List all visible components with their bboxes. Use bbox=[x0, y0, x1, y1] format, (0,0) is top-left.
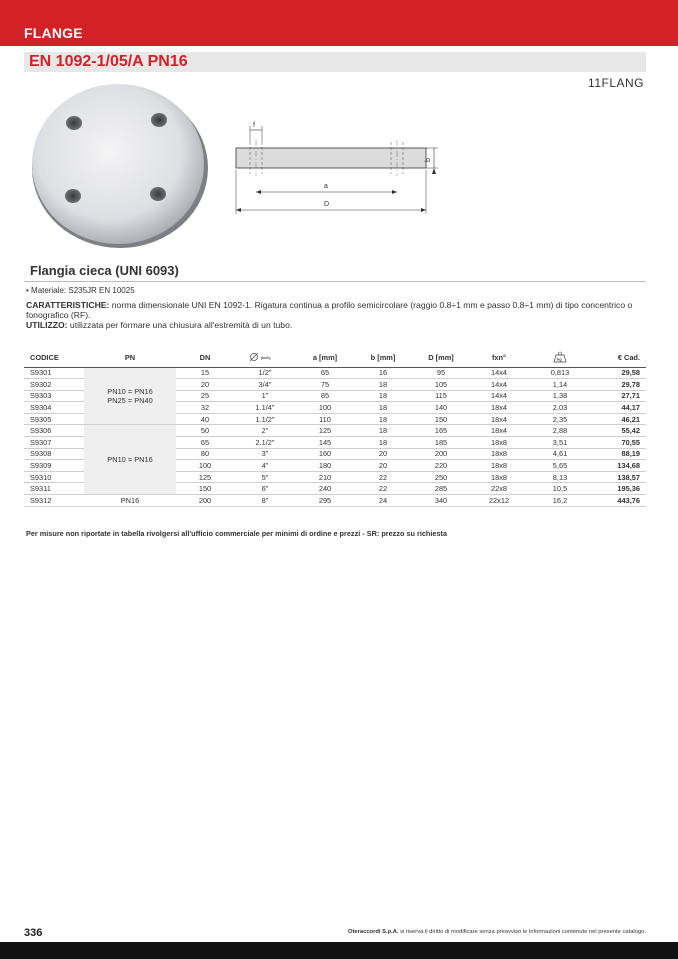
cell-b: 18 bbox=[354, 425, 412, 437]
col-a: a [mm] bbox=[296, 349, 354, 367]
col-D: D [mm] bbox=[412, 349, 470, 367]
cell-fxn: 18x8 bbox=[470, 448, 528, 460]
dim-D-label: D bbox=[324, 201, 330, 208]
cell-fxn: 14x4 bbox=[470, 390, 528, 402]
dim-a-label: a bbox=[324, 183, 328, 190]
cell-dn: 100 bbox=[176, 460, 234, 472]
bolt-hole bbox=[151, 113, 167, 127]
cell-inch: 2" bbox=[234, 425, 296, 437]
cell-codice: S9304 bbox=[24, 402, 84, 414]
kg-unit: kg bbox=[557, 356, 562, 362]
cell-codice: S9302 bbox=[24, 379, 84, 391]
dim-f-label: f bbox=[253, 122, 255, 129]
cell-inch: 3/4" bbox=[234, 379, 296, 391]
features-label: CARATTERISTICHE: bbox=[26, 300, 110, 310]
category-label: FLANGE bbox=[24, 25, 83, 41]
cell-kg: 1,14 bbox=[528, 379, 592, 391]
cell-fxn: 18x4 bbox=[470, 413, 528, 425]
col-price: € Cad. bbox=[592, 349, 646, 367]
col-fxn: fxn° bbox=[470, 349, 528, 367]
cell-D: 95 bbox=[412, 367, 470, 379]
cell-inch: 3" bbox=[234, 448, 296, 460]
footer-disclaimer bbox=[348, 929, 646, 935]
cell-b: 16 bbox=[354, 367, 412, 379]
cell-kg: 10,5 bbox=[528, 483, 592, 495]
cell-dn: 125 bbox=[176, 471, 234, 483]
cell-dn: 150 bbox=[176, 483, 234, 495]
col-inch bbox=[234, 349, 296, 367]
product-title: Flangia cieca (UNI 6093) bbox=[30, 263, 179, 278]
cell-a: 295 bbox=[296, 495, 354, 507]
inch-unit: (inch) bbox=[261, 355, 271, 360]
dim-b-label: b bbox=[425, 158, 432, 162]
cell-dn: 40 bbox=[176, 413, 234, 425]
cell-a: 125 bbox=[296, 425, 354, 437]
cell-kg: 4,61 bbox=[528, 448, 592, 460]
cell-pn: PN10 = PN16 bbox=[84, 425, 176, 495]
cell-b: 18 bbox=[354, 437, 412, 449]
cell-fxn: 14x4 bbox=[470, 367, 528, 379]
cell-price: 55,42 bbox=[592, 425, 646, 437]
cell-D: 165 bbox=[412, 425, 470, 437]
cell-b: 20 bbox=[354, 448, 412, 460]
cell-codice: S9308 bbox=[24, 448, 84, 460]
bottom-bar bbox=[0, 942, 678, 959]
material-line: • Materiale: S235JR EN 10025 bbox=[26, 286, 135, 295]
cell-inch: 4" bbox=[234, 460, 296, 472]
col-codice: CODICE bbox=[24, 349, 84, 367]
product-photo bbox=[30, 76, 208, 252]
cell-b: 18 bbox=[354, 379, 412, 391]
cell-kg: 2,03 bbox=[528, 402, 592, 414]
footer-company: Oteraccordi S.p.A. bbox=[347, 929, 399, 935]
use-text: utilizzata per formare una chiusura all'estremità di un tubo. bbox=[67, 320, 293, 330]
cell-kg: 0,813 bbox=[528, 367, 592, 379]
col-b: b [mm] bbox=[354, 349, 412, 367]
use-label: UTILIZZO: bbox=[26, 320, 68, 330]
cell-kg: 1,38 bbox=[528, 390, 592, 402]
cell-a: 240 bbox=[296, 483, 354, 495]
cell-a: 85 bbox=[296, 390, 354, 402]
cell-price: 29,58 bbox=[592, 367, 646, 379]
cell-b: 20 bbox=[354, 460, 412, 472]
cell-a: 210 bbox=[296, 471, 354, 483]
cell-inch: 6" bbox=[234, 483, 296, 495]
product-table bbox=[24, 349, 646, 507]
cell-price: 138,57 bbox=[592, 471, 646, 483]
cell-codice: S9307 bbox=[24, 437, 84, 449]
cell-fxn: 18x8 bbox=[470, 471, 528, 483]
divider bbox=[24, 281, 646, 282]
cell-codice: S9312 bbox=[24, 495, 84, 507]
cell-a: 160 bbox=[296, 448, 354, 460]
cell-a: 180 bbox=[296, 460, 354, 472]
cell-codice: S9310 bbox=[24, 471, 84, 483]
cell-price: 27,71 bbox=[592, 390, 646, 402]
features-text: norma dimensionale UNI EN 1092-1. Rigatura continua a profilo semicircolare (raggio 0.8÷1 mm e passo 0.8÷1 mm) di tipo concentrico o fonografico (RF). bbox=[26, 300, 633, 320]
bolt-hole bbox=[65, 189, 81, 203]
page-number: 336 bbox=[24, 927, 43, 939]
cell-dn: 32 bbox=[176, 402, 234, 414]
col-dn: DN bbox=[176, 349, 234, 367]
cell-inch: 1.1/4" bbox=[234, 402, 296, 414]
cell-b: 24 bbox=[354, 495, 412, 507]
cell-kg: 5,65 bbox=[528, 460, 592, 472]
title-bar bbox=[24, 52, 646, 72]
cell-fxn: 22x8 bbox=[470, 483, 528, 495]
cell-inch: 1/2" bbox=[234, 367, 296, 379]
cell-D: 285 bbox=[412, 483, 470, 495]
cell-kg: 16,2 bbox=[528, 495, 592, 507]
cell-dn: 50 bbox=[176, 425, 234, 437]
cell-fxn: 14x4 bbox=[470, 379, 528, 391]
cell-D: 340 bbox=[412, 495, 470, 507]
cell-price: 134,68 bbox=[592, 460, 646, 472]
cell-b: 22 bbox=[354, 483, 412, 495]
page-title: EN 1092-1/05/A PN16 bbox=[29, 53, 188, 70]
cell-fxn: 18x4 bbox=[470, 425, 528, 437]
cell-fxn: 18x4 bbox=[470, 402, 528, 414]
cell-codice: S9305 bbox=[24, 413, 84, 425]
cell-dn: 65 bbox=[176, 437, 234, 449]
cell-inch: 5" bbox=[234, 471, 296, 483]
cell-price: 46,21 bbox=[592, 413, 646, 425]
weight-icon bbox=[553, 351, 567, 363]
bolt-hole bbox=[150, 187, 166, 201]
cell-dn: 25 bbox=[176, 390, 234, 402]
cell-inch: 1" bbox=[234, 390, 296, 402]
cell-b: 18 bbox=[354, 413, 412, 425]
cell-inch: 1.1/2" bbox=[234, 413, 296, 425]
section-code: 11FLANG bbox=[588, 76, 644, 90]
cell-codice: S9303 bbox=[24, 390, 84, 402]
table-row bbox=[24, 495, 646, 507]
cell-codice: S9309 bbox=[24, 460, 84, 472]
cell-price: 44,17 bbox=[592, 402, 646, 414]
cell-price: 70,55 bbox=[592, 437, 646, 449]
table-row bbox=[24, 367, 646, 379]
technical-drawing bbox=[228, 112, 448, 222]
bolt-hole bbox=[66, 116, 82, 130]
cell-a: 145 bbox=[296, 437, 354, 449]
cell-inch: 8" bbox=[234, 495, 296, 507]
diameter-icon bbox=[249, 352, 281, 362]
cell-price: 195,36 bbox=[592, 483, 646, 495]
cell-price: 29,78 bbox=[592, 379, 646, 391]
cell-kg: 2,88 bbox=[528, 425, 592, 437]
cell-D: 220 bbox=[412, 460, 470, 472]
cell-a: 75 bbox=[296, 379, 354, 391]
cell-price: 88,19 bbox=[592, 448, 646, 460]
cell-D: 115 bbox=[412, 390, 470, 402]
cell-D: 250 bbox=[412, 471, 470, 483]
cell-a: 100 bbox=[296, 402, 354, 414]
footer-disclaimer-text: si riserva il diritto di modificare senza preavviso le informazioni contenute nel presente catalogo. bbox=[398, 929, 646, 935]
cell-fxn: 22x12 bbox=[470, 495, 528, 507]
cell-codice: S9311 bbox=[24, 483, 84, 495]
cell-pn: PN10 = PN16 PN25 = PN40 bbox=[84, 367, 176, 425]
cell-D: 185 bbox=[412, 437, 470, 449]
cell-kg: 3,51 bbox=[528, 437, 592, 449]
cell-b: 18 bbox=[354, 402, 412, 414]
cell-dn: 200 bbox=[176, 495, 234, 507]
cell-fxn: 18x8 bbox=[470, 460, 528, 472]
cell-codice: S9306 bbox=[24, 425, 84, 437]
cell-a: 110 bbox=[296, 413, 354, 425]
cell-D: 140 bbox=[412, 402, 470, 414]
cell-codice: S9301 bbox=[24, 367, 84, 379]
cell-inch: 2.1/2" bbox=[234, 437, 296, 449]
cell-b: 22 bbox=[354, 471, 412, 483]
cell-a: 65 bbox=[296, 367, 354, 379]
col-pn: PN bbox=[84, 349, 176, 367]
category-bar bbox=[0, 0, 678, 46]
cell-kg: 8,13 bbox=[528, 471, 592, 483]
cell-D: 150 bbox=[412, 413, 470, 425]
cell-dn: 20 bbox=[176, 379, 234, 391]
table-note: Per misure non riportate in tabella rivolgersi all'ufficio commerciale per minimi di ordine e prezzi - SR: prezzo su richiesta bbox=[26, 529, 448, 538]
cell-b: 18 bbox=[354, 390, 412, 402]
cell-pn: PN16 bbox=[84, 495, 176, 507]
cell-price: 443,76 bbox=[592, 495, 646, 507]
cell-dn: 15 bbox=[176, 367, 234, 379]
cell-D: 200 bbox=[412, 448, 470, 460]
product-description bbox=[26, 300, 648, 330]
table-row bbox=[24, 425, 646, 437]
table-header-row bbox=[24, 349, 646, 367]
cell-dn: 80 bbox=[176, 448, 234, 460]
cell-D: 105 bbox=[412, 379, 470, 391]
cell-fxn: 18x8 bbox=[470, 437, 528, 449]
col-kg bbox=[528, 349, 592, 367]
cell-kg: 2,35 bbox=[528, 413, 592, 425]
